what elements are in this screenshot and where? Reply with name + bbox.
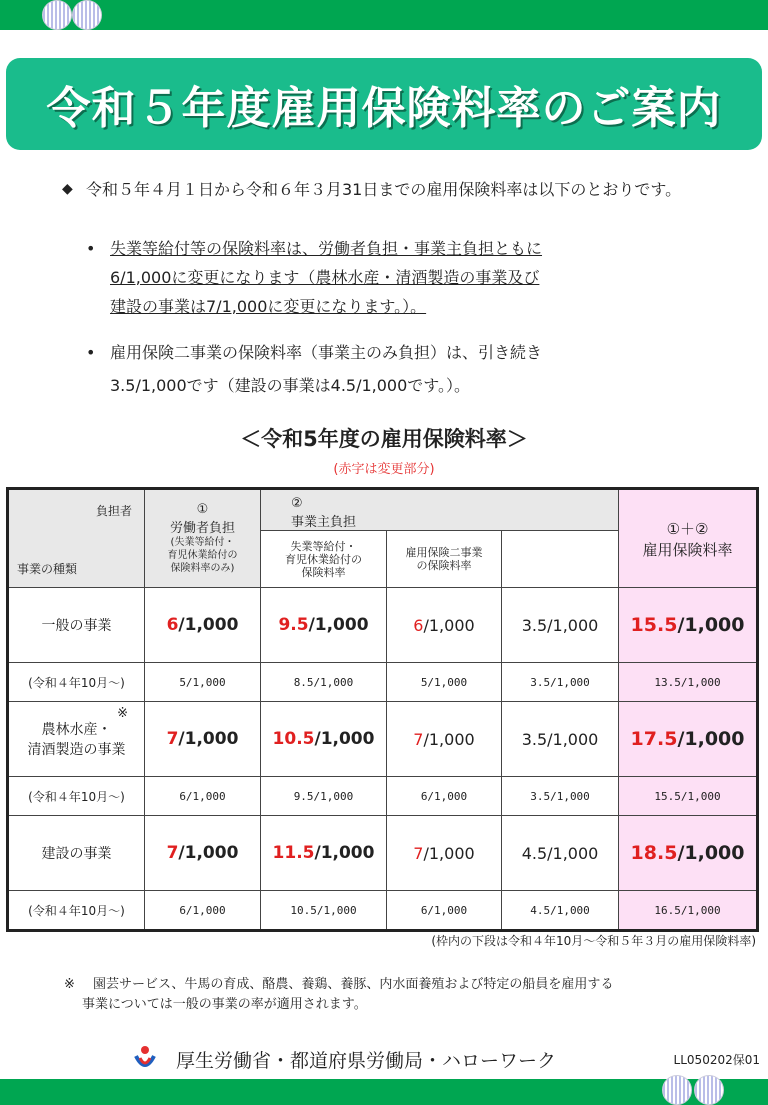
header-number: ①＋② [666, 519, 709, 538]
diamond-bullet-icon: ◆ [62, 181, 73, 197]
cell-total [619, 588, 758, 663]
changed-value: 11.5 [272, 843, 315, 863]
value-unit: /1,000 [178, 729, 239, 749]
decorative-circle-icon [42, 0, 72, 30]
value-unit: /1,000 [314, 843, 375, 863]
table-subnote: (赤字は変更部分) [333, 462, 435, 477]
footnote-line: 園芸サービス、牛馬の育成、酪農、養鶏、養豚、内水面養殖および特定の船員を雇用する [93, 977, 614, 992]
header-corner [8, 489, 145, 588]
row-label: (令和４年10月～) [8, 777, 145, 816]
header-note: 保険料率 [301, 565, 346, 579]
decorative-circle-icon [662, 1075, 692, 1105]
header-note: 雇用保険二事業 [405, 546, 483, 559]
cell-previous: 5/1,000 [387, 663, 502, 702]
row-label [8, 702, 145, 777]
page-title: 令和５年度雇用保険料率のご案内 [46, 83, 722, 134]
cell-previous: 6/1,000 [145, 777, 261, 816]
bullet-line: 3.5/1,000です（建設の事業は4.5/1,000です。）。 [110, 376, 471, 395]
table-row [8, 816, 758, 891]
table-row-previous [8, 777, 758, 816]
changed-value: 15.5 [630, 614, 678, 636]
bullet-line: 失業等給付等の保険料率は、労働者負担・事業主負担ともに [110, 239, 543, 258]
cell-previous: 6/1,000 [387, 777, 502, 816]
footer-org: 厚生労働省・都道府県労働局・ハローワーク [176, 1049, 557, 1072]
table-row-previous [8, 663, 758, 702]
cell-benefit [387, 702, 502, 777]
corner-bottom-label: 事業の種類 [17, 562, 78, 576]
cell-two-programs: 3.5/1,000 [502, 588, 619, 663]
decorative-circle-icon [72, 0, 102, 30]
cell-previous: 8.5/1,000 [261, 663, 387, 702]
changed-value: 10.5 [272, 729, 315, 749]
header-note: 保険料率のみ) [170, 563, 235, 574]
cell-previous: 10.5/1,000 [261, 891, 387, 931]
cell-worker [145, 816, 261, 891]
table-note: (枠内の下段は令和４年10月～令和５年３月の雇用保険料率) [431, 934, 756, 948]
changed-value: 6 [413, 615, 424, 635]
header-note: 失業等給付・ [290, 539, 357, 553]
changed-value: 6 [166, 615, 179, 635]
cell-employer [261, 702, 387, 777]
cell-total [619, 816, 758, 891]
value-unit: /1,000 [178, 843, 239, 863]
header-note: の保険料率 [416, 559, 472, 572]
bullet-item-2 [86, 336, 666, 402]
header-label: 労働者負担 [169, 521, 235, 536]
rate-table [6, 487, 759, 932]
cell-previous: 4.5/1,000 [502, 891, 619, 931]
title-banner [6, 58, 762, 150]
header-benefit [261, 531, 387, 588]
changed-value: 7 [166, 729, 179, 749]
bullet-dot-icon: • [86, 239, 96, 258]
changed-value: 17.5 [630, 728, 678, 750]
changed-value: 7 [166, 843, 179, 863]
changed-value: 9.5 [278, 615, 309, 635]
footnote-mark: ※ [117, 706, 128, 721]
value-unit: /1,000 [423, 729, 475, 749]
value-unit: /1,000 [423, 615, 475, 635]
cell-worker [145, 588, 261, 663]
footer-code: LL050202保01 [673, 1052, 760, 1067]
ministry-logo-icon [130, 1044, 160, 1074]
bullet-line: 建設の事業は7/1,000に変更になります。）。 [110, 297, 427, 316]
intro-text: 令和５年４月１日から令和６年３月31日までの雇用保険料率は以下のとおりです。 [86, 180, 682, 199]
header-label: 雇用保険料率 [642, 540, 733, 559]
footer [130, 1042, 760, 1076]
changed-value: 7 [413, 729, 424, 749]
cell-previous: 9.5/1,000 [261, 777, 387, 816]
value-unit: /1,000 [677, 728, 745, 750]
header-label: 事業主負担 [291, 515, 357, 530]
bullet-item-1 [86, 234, 666, 321]
bullet-line: 雇用保険二事業の保険料率（事業主のみ負担）は、引き続き [110, 343, 543, 362]
row-label-line: 清酒製造の事業 [27, 742, 126, 758]
cell-two-programs: 4.5/1,000 [502, 816, 619, 891]
cell-employer [261, 816, 387, 891]
value-unit: /1,000 [677, 842, 745, 864]
bottom-banner-bar [0, 1079, 768, 1105]
header-number: ② [291, 496, 303, 511]
cell-previous: 16.5/1,000 [619, 891, 758, 931]
row-label-line: 農林水産・ [41, 722, 112, 738]
header-number: ① [196, 502, 209, 517]
bullet-line: 6/1,000に変更になります（農林水産・清酒製造の事業及び [110, 268, 540, 287]
value-unit: /1,000 [677, 614, 745, 636]
header-employer [261, 489, 619, 531]
table-row-previous [8, 891, 758, 931]
value-unit: /1,000 [314, 729, 375, 749]
table-title: ＜令和5年度の雇用保険料率＞ [240, 427, 528, 451]
row-label: 一般の事業 [8, 588, 145, 663]
value-unit: /1,000 [308, 615, 369, 635]
header-note: (失業等給付・ [170, 537, 235, 548]
row-label: (令和４年10月～) [8, 891, 145, 931]
header-note: 育児休業給付の [285, 552, 362, 566]
cell-previous: 3.5/1,000 [502, 777, 619, 816]
row-label: 建設の事業 [8, 816, 145, 891]
table-row [8, 588, 758, 663]
cell-previous: 13.5/1,000 [619, 663, 758, 702]
value-unit: /1,000 [178, 615, 239, 635]
header-worker [145, 489, 261, 588]
corner-top-label: 負担者 [95, 504, 132, 518]
cell-previous: 3.5/1,000 [502, 663, 619, 702]
intro-paragraph [62, 178, 702, 201]
header-note: 育児休業給付の [167, 550, 238, 561]
cell-two-programs: 3.5/1,000 [502, 702, 619, 777]
cell-previous: 6/1,000 [145, 891, 261, 931]
footnote [64, 975, 724, 1015]
changed-value: 18.5 [630, 842, 678, 864]
cell-worker [145, 702, 261, 777]
top-banner-bar [0, 0, 768, 30]
cell-total [619, 702, 758, 777]
footnote-line: 事業については一般の事業の率が適用されます。 [82, 997, 367, 1012]
table-row [8, 702, 758, 777]
cell-benefit [387, 588, 502, 663]
cell-benefit [387, 816, 502, 891]
cell-employer [261, 588, 387, 663]
footnote-mark: ※ [64, 977, 75, 992]
header-two-programs [387, 531, 502, 588]
cell-previous: 6/1,000 [387, 891, 502, 931]
cell-previous: 15.5/1,000 [619, 777, 758, 816]
value-unit: /1,000 [423, 843, 475, 863]
row-label: (令和４年10月～) [8, 663, 145, 702]
decorative-circle-icon [694, 1075, 724, 1105]
header-total [619, 489, 758, 588]
bullet-dot-icon: • [86, 343, 96, 362]
changed-value: 7 [413, 843, 424, 863]
cell-previous: 5/1,000 [145, 663, 261, 702]
